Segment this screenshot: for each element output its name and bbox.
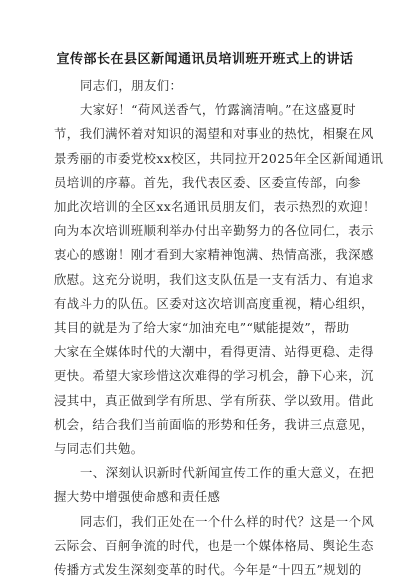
document-title: 宣传部长在县区新闻通讯员培训班开班式上的讲话 — [56, 52, 354, 67]
text-line: 加此次培训的全区xx名通讯员朋友们，表示热烈的欢迎！ — [54, 199, 376, 215]
text-line: 衷心的感谢！刚才看到大家精神饱满、热情高涨，我深感 — [54, 247, 374, 263]
text-line: 更快。希望大家珍惜这次难得的学习机会，静下心来，沉 — [54, 368, 374, 384]
text-line: 节，我们满怀着对知识的渴望和对事业的热忱，相聚在风 — [54, 126, 374, 142]
text-line: 浸其中，真正做到学有所思、学有所获、学以致用。借此 — [54, 392, 374, 408]
text-line: 握大势中增强使命感和责任感 — [54, 489, 221, 505]
text-line: 机会，结合我们当前面临的形势和任务，我讲三点意见， — [54, 416, 374, 432]
text-line: 一、深刻认识新时代新闻宣传工作的重大意义，在把 — [80, 465, 375, 481]
text-line: 员培训的序幕。首先，我代表区委、区委宣传部，向参 — [54, 174, 361, 190]
text-line: 其目的就是为了给大家“加油充电”“赋能提效”，帮助 — [54, 320, 350, 336]
document-body — [54, 74, 388, 582]
text-line: 云际会、百舸争流的时代，也是一个媒体格局、舆论生态 — [54, 537, 374, 553]
text-line: 景秀丽的市委党校xx校区，共同拉开2025年全区新闻通讯 — [54, 150, 384, 166]
text-line: 大家好！“荷风送香气，竹露滴清响。”在这盛夏时 — [80, 102, 356, 118]
text-line: 同志们，朋友们： — [80, 78, 183, 93]
text-line: 欣慰。这充分说明，我们这支队伍是一支有活力、有追求 — [54, 271, 374, 287]
text-line: 大家在全媒体时代的大潮中，看得更清、站得更稳、走得 — [54, 344, 374, 360]
text-line: 同志们，我们正处在一个什么样的时代？这是一个风 — [80, 513, 375, 529]
text-line: 有战斗力的队伍。区委对这次培训高度重视，精心组织， — [54, 295, 374, 311]
text-line: 传播方式发生深刻变革的时代。今年是“十四五”规划的 — [54, 562, 362, 578]
text-line: 向为本次培训班顺利举办付出辛勤努力的各位同仁，表示 — [54, 223, 374, 239]
text-line: 与同志们共勉。 — [54, 441, 144, 457]
